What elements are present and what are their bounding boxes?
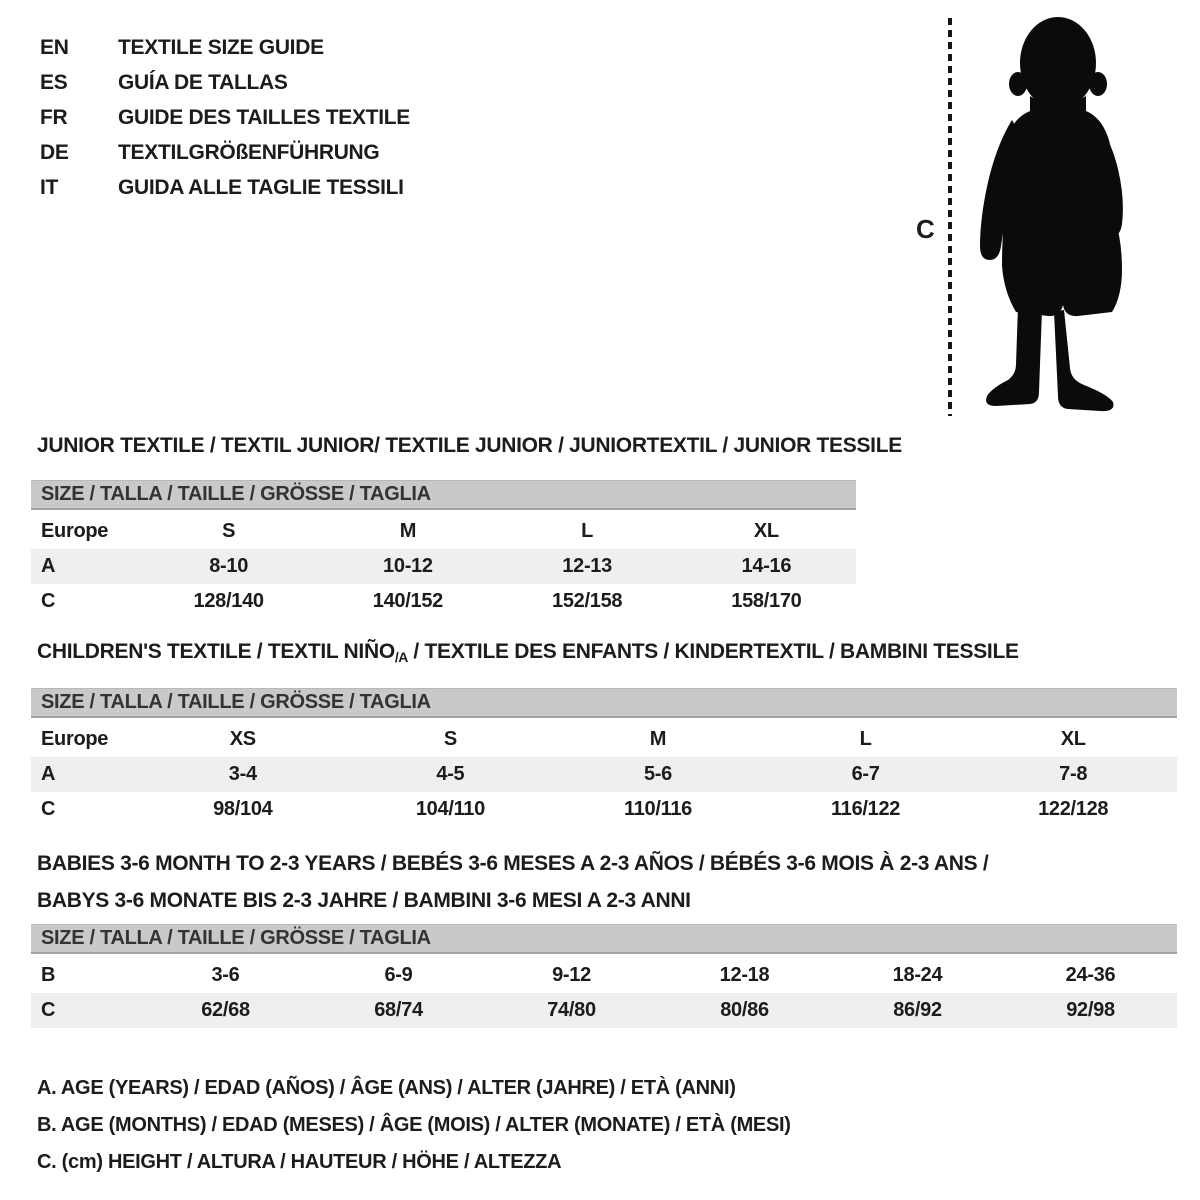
table-row-height: [31, 993, 1177, 1028]
table-row-age: [31, 549, 856, 584]
table-cell: 14-16: [741, 555, 792, 577]
junior-size-table: [31, 480, 856, 619]
table-cell: 5-6: [643, 763, 672, 785]
language-title: GUIDA ALLE TAGLIE TESSILI: [118, 175, 404, 199]
size-col-header: S: [443, 728, 457, 750]
table-cell: 3-4: [228, 763, 257, 785]
table-cell: 116/122: [831, 798, 901, 820]
table-row-age-months: [31, 958, 1177, 993]
language-row-es: [40, 65, 410, 100]
table-cell: 128/140: [193, 590, 264, 612]
size-bar-label: SIZE / TALLA / TAILLE / GRÖSSE / TAGLIA: [41, 927, 431, 949]
table-row-height: [31, 584, 856, 619]
row-label: Europe: [41, 520, 109, 542]
table-cell: 62/68: [201, 999, 250, 1021]
size-col-header: XS: [229, 728, 256, 750]
size-col-header: M: [399, 520, 417, 542]
footnote-a: A. AGE (YEARS) / EDAD (AÑOS) / ÂGE (ANS) / ALTER (JAHRE) / ETÀ (ANNI): [37, 1077, 736, 1099]
table-cell: 86/92: [893, 999, 942, 1021]
table-cell: 10-12: [383, 555, 433, 577]
language-row-it: [40, 170, 410, 205]
table-cell: 122/128: [1038, 798, 1109, 820]
table-cell: 80/86: [720, 999, 769, 1021]
language-row-fr: [40, 100, 410, 135]
children-section-heading: [37, 640, 1019, 664]
row-label: A: [41, 763, 56, 785]
table-cell: 74/80: [547, 999, 596, 1021]
table-cell: 8-10: [209, 555, 249, 577]
language-title: GUIDE DES TAILLES TEXTILE: [118, 105, 410, 129]
size-col-header: L: [859, 728, 872, 750]
babies-heading-line1: BABIES 3-6 MONTH TO 2-3 YEARS / BEBÉS 3-6 MESES A 2-3 AÑOS / BÉBÉS 3-6 MOIS À 2-3 ANS /: [37, 852, 989, 875]
language-title: TEXTILE SIZE GUIDE: [118, 35, 324, 59]
size-bar: [31, 480, 856, 510]
legend-footnotes: [37, 1070, 791, 1181]
row-label: C: [41, 999, 56, 1021]
table-cell: 68/74: [374, 999, 423, 1021]
babies-section-heading: [37, 845, 988, 919]
table-header-row: [31, 514, 856, 549]
babies-heading-line2: BABYS 3-6 MONATE BIS 2-3 JAHRE / BAMBINI 3-6 MESI A 2-3 ANNI: [37, 889, 691, 912]
language-code: ES: [40, 70, 68, 94]
size-col-header: XL: [753, 520, 779, 542]
row-label: C: [41, 798, 56, 820]
footnote-c: C. (cm) HEIGHT / ALTURA / HAUTEUR / HÖHE / ALTEZZA: [37, 1151, 562, 1173]
babies-size-table: [31, 924, 1177, 1028]
children-heading-subscript: /A: [394, 649, 408, 665]
table-cell: 3-6: [211, 964, 240, 986]
size-col-header: XL: [1060, 728, 1086, 750]
size-col-header: S: [222, 520, 236, 542]
size-bar: [31, 688, 1177, 718]
row-label: C: [41, 590, 56, 612]
table-cell: 152/158: [552, 590, 623, 612]
children-heading-main: CHILDREN'S TEXTILE / TEXTIL NIÑO: [37, 640, 395, 663]
baby-silhouette-icon: [966, 14, 1138, 418]
table-cell: 4-5: [436, 763, 465, 785]
language-title-list: [40, 30, 410, 205]
children-size-table: [31, 688, 1177, 827]
table-cell: 12-13: [562, 555, 612, 577]
row-label: B: [41, 964, 56, 986]
size-bar: [31, 924, 1177, 954]
language-code: IT: [40, 175, 59, 199]
table-cell: 104/110: [415, 798, 485, 820]
table-cell: 158/170: [731, 590, 802, 612]
table-cell: 24-36: [1065, 964, 1116, 986]
language-title: TEXTILGRÖßENFÜHRUNG: [118, 140, 380, 164]
size-bar-label: SIZE / TALLA / TAILLE / GRÖSSE / TAGLIA: [41, 691, 431, 713]
size-bar-label: SIZE / TALLA / TAILLE / GRÖSSE / TAGLIA: [41, 483, 431, 505]
table-cell: 9-12: [552, 964, 591, 986]
row-label: A: [41, 555, 56, 577]
junior-section-heading: JUNIOR TEXTILE / TEXTIL JUNIOR/ TEXTILE JUNIOR / JUNIORTEXTIL / JUNIOR TESSILE: [37, 434, 902, 457]
measure-label-c: C: [916, 214, 935, 244]
table-cell: 110/116: [623, 798, 692, 820]
size-col-header: L: [581, 520, 594, 542]
table-row-height: [31, 792, 1177, 827]
table-cell: 98/104: [213, 798, 273, 820]
language-code: FR: [40, 105, 68, 129]
height-measure-dashed-line: [948, 18, 952, 416]
table-cell: 7-8: [1059, 763, 1088, 785]
row-label: Europe: [41, 728, 109, 750]
table-header-row: [31, 722, 1177, 757]
table-cell: 140/152: [372, 590, 443, 612]
table-row-age: [31, 757, 1177, 792]
language-code: EN: [40, 35, 69, 59]
table-cell: 92/98: [1066, 999, 1115, 1021]
children-heading-rest: / TEXTILE DES ENFANTS / KINDERTEXTIL / BAMBINI TESSILE: [407, 640, 1019, 663]
language-title: GUÍA DE TALLAS: [118, 70, 288, 94]
table-cell: 18-24: [892, 964, 943, 986]
table-cell: 12-18: [719, 964, 770, 986]
language-row-en: [40, 30, 410, 65]
footnote-b: B. AGE (MONTHS) / EDAD (MESES) / ÂGE (MOIS) / ALTER (MONATE) / ETÀ (MESI): [37, 1114, 791, 1136]
language-row-de: [40, 135, 410, 170]
table-cell: 6-7: [851, 763, 880, 785]
language-code: DE: [40, 140, 69, 164]
size-col-header: M: [649, 728, 667, 750]
table-cell: 6-9: [384, 964, 413, 986]
